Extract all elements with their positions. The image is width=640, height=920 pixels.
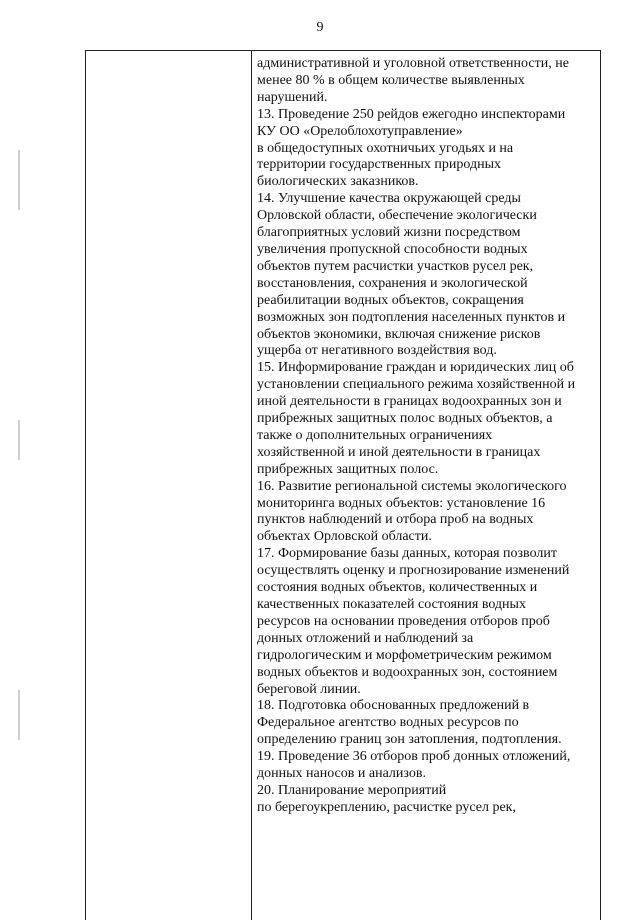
cell-text-line: восстановления, сохранения и экологической [257, 275, 528, 291]
scan-margin-mark [18, 420, 20, 460]
cell-text-line: также о дополнительных ограничениях [257, 427, 493, 443]
page-number: 9 [316, 20, 324, 35]
cell-text-line: 14. Улучшение качества окружающей среды [257, 191, 521, 207]
cell-text-line: реабилитации водных объектов, сокращения [257, 292, 524, 308]
cell-text-line: 19. Проведение 36 отборов проб донных отложений, [257, 749, 571, 765]
cell-text-line: донных отложений и наблюдений за [257, 630, 474, 646]
cell-text-line: нарушений. [257, 89, 328, 105]
cell-text-line: возможных зон подтопления населенных пунктов и [257, 309, 566, 325]
cell-text-line: Орловской области, обеспечение экологически [257, 208, 537, 224]
cell-text-line: пунктов наблюдений и отбора проб на водных [257, 512, 534, 528]
cell-text-line: административной и уголовной ответственности, не [257, 56, 569, 71]
table-column-divider [251, 50, 252, 920]
scan-margin-mark [18, 690, 20, 740]
cell-text-line: 15. Информирование граждан и юридических лиц об [257, 360, 574, 376]
cell-text-line: донных наносов и анализов. [257, 766, 426, 782]
cell-text-line: 20. Планирование мероприятий [257, 782, 447, 798]
cell-text-line: 16. Развитие региональной системы экологического [257, 478, 567, 494]
cell-text-line: ресурсов на основании проведения отборов проб [257, 613, 550, 629]
table-right-cell [257, 56, 597, 817]
cell-text-line: иной деятельности в границах водоохранных зон и [257, 394, 562, 410]
cell-text-line: биологических заказников. [257, 174, 419, 190]
cell-text-line: территории государственных природных [257, 157, 502, 173]
cell-text-line: благоприятных условий жизни посредством [257, 225, 521, 241]
cell-text-line: по берегоукреплению, расчистке русел рек, [257, 799, 516, 815]
cell-text-line: водных объектов и водоохранных зон, состоянием [257, 664, 558, 680]
cell-text-line: объектов экономики, включая снижение рисков [257, 326, 541, 342]
cell-text-line: гидрологическим и морфометрическим режимом [257, 647, 552, 663]
cell-text-line: прибрежных защитных полос водных объектов, а [257, 411, 553, 427]
cell-text-line: установлении специального режима хозяйственной и [257, 377, 576, 393]
cell-text-line: увеличения пропускной способности водных [257, 241, 528, 257]
cell-text-line: 18. Подготовка обоснованных предложений в [257, 698, 530, 714]
cell-text-line: осуществлять оценку и прогнозирование изменений [257, 563, 570, 579]
cell-text-line: хозяйственной и иной деятельности в границах [257, 444, 541, 460]
cell-text-line: менее 80 % в общем количестве выявленных [257, 72, 525, 88]
cell-text-line: ущерба от негативного воздействия вод. [257, 343, 497, 359]
cell-text-line: КУ ОО «Орелоблохотуправление» [257, 123, 463, 139]
cell-text-line: состояния водных объектов, количественных и [257, 580, 538, 596]
cell-text-line: определению границ зон затопления, подтопления. [257, 732, 562, 748]
cell-text-line: 13. Проведение 250 рейдов ежегодно инспекторами [257, 106, 566, 122]
cell-text-line: Федеральное агентство водных ресурсов по [257, 715, 519, 731]
scan-margin-mark [18, 150, 20, 210]
cell-text-line: качественных показателей состояния водных [257, 597, 526, 612]
cell-text-line: 17. Формирование базы данных, которая позволит [257, 546, 557, 562]
cell-text-line: в общедоступных охотничьих угодьях и на [257, 140, 514, 156]
cell-text-line: прибрежных защитных полос. [257, 461, 439, 477]
cell-text-line: мониторинга водных объектов: установление 16 [257, 495, 546, 511]
cell-text-line: объектов путем расчистки участков русел рек, [257, 258, 534, 274]
cell-text-line: объектах Орловской области. [257, 529, 432, 545]
cell-text-line: береговой линии. [257, 681, 361, 697]
